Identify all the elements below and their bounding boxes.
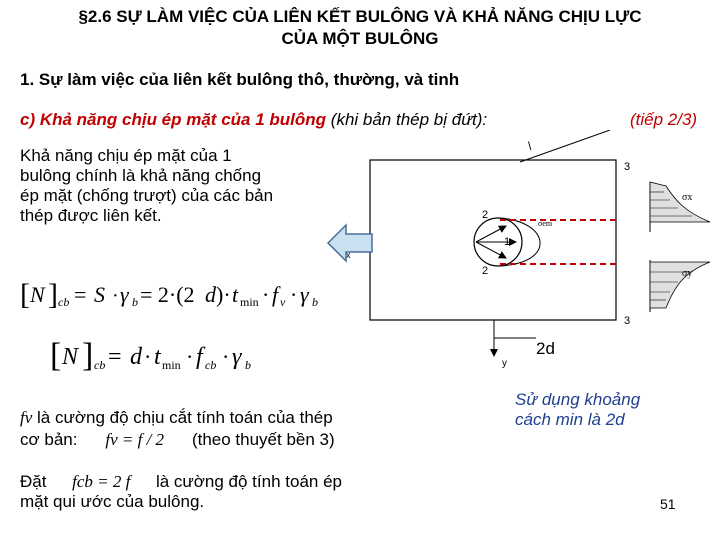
- label-sigma-y: σy: [682, 268, 693, 279]
- slide-title: [0, 6, 720, 50]
- label-y: y: [502, 358, 507, 369]
- fv-desc-line-1: là cường độ chịu cắt tính toán của thép: [37, 408, 333, 427]
- formula-1: [20, 274, 360, 314]
- fcb-desc-line-2: mặt qui ước của bulông.: [20, 492, 205, 511]
- svg-text:f: f: [196, 344, 203, 370]
- note-line-2: cách min là 2d: [515, 410, 625, 429]
- label-1: 1: [504, 236, 511, 248]
- fcb-formula: fcb = 2 f: [72, 472, 131, 491]
- intro-paragraph: [20, 146, 273, 226]
- svg-text:f: f: [272, 282, 279, 307]
- fv-desc-line-2a: cơ bản:: [20, 430, 78, 449]
- intro-line: ép mặt (chống trượt) của các bản: [20, 186, 274, 205]
- label-sigma-x: σx: [682, 192, 693, 203]
- bolt-bearing-diagram: [320, 130, 720, 380]
- title-line-1: §2.6 SỰ LÀM VIỆC CỦA LIÊN KẾT BULÔNG VÀ KHẢ NĂNG CHỊU LỰC: [78, 7, 642, 26]
- label-2-top: 2: [482, 209, 489, 221]
- svg-text:[: [: [20, 278, 30, 311]
- svg-text:cb: cb: [205, 358, 217, 372]
- fv-description: [20, 408, 335, 450]
- svg-text:cb: cb: [58, 295, 70, 309]
- svg-text:N: N: [62, 344, 79, 370]
- continuation-label: (tiếp 2/3): [630, 110, 698, 129]
- svg-text:·: ·: [290, 282, 298, 307]
- label-3-bottom: 3: [624, 315, 631, 327]
- spacing-note: [515, 390, 640, 430]
- svg-text:γ: γ: [232, 344, 242, 370]
- fcb-description: [20, 472, 342, 512]
- svg-text:b: b: [312, 295, 318, 309]
- svg-text:·: ·: [262, 282, 270, 307]
- label-2d: 2d: [536, 339, 555, 358]
- label-3-top: 3: [624, 161, 631, 173]
- svg-text:[: [: [50, 337, 62, 374]
- svg-text:min: min: [162, 358, 181, 372]
- svg-text:γ: γ: [300, 282, 309, 307]
- svg-text:·: ·: [144, 344, 152, 369]
- leader-mark: \: [528, 139, 532, 153]
- svg-text:)·: )·: [216, 282, 231, 307]
- load-arrow-icon: [326, 222, 374, 264]
- fv-symbol: fv: [20, 408, 33, 427]
- label-sigma-em: σem: [538, 219, 553, 228]
- intro-line: thép được liên kết.: [20, 206, 162, 225]
- svg-text:t: t: [232, 282, 239, 307]
- svg-text:b: b: [245, 358, 251, 372]
- svg-text:min: min: [240, 295, 259, 309]
- svg-text:·: ·: [112, 285, 119, 307]
- svg-text:=: =: [108, 344, 122, 370]
- fv-desc-line-2b: (theo thuyết bền 3): [191, 430, 335, 449]
- svg-text:]: ]: [48, 278, 58, 311]
- label-x: x: [346, 250, 351, 260]
- svg-text:·: ·: [222, 344, 230, 369]
- fv-formula: fv = f / 2: [105, 430, 165, 449]
- svg-text:cb: cb: [94, 358, 106, 372]
- svg-text:N: N: [30, 282, 45, 307]
- subtitle: 1. Sự làm việc của liên kết bulông thô, thường, và tinh: [20, 70, 460, 89]
- fcb-desc-line-1: là cường độ tính toán ép: [155, 472, 342, 491]
- sigma-y-diagram: [650, 262, 710, 308]
- svg-text:d: d: [130, 344, 142, 370]
- note-line-1: Sử dụng khoảng: [515, 390, 641, 409]
- svg-text:t: t: [154, 344, 161, 370]
- label-2-bottom: 2: [482, 265, 489, 277]
- intro-line: bulông chính là khả năng chống: [20, 166, 262, 185]
- svg-text:γ: γ: [120, 282, 129, 307]
- svg-text:= 2·(2: = 2·(2: [140, 282, 195, 307]
- svg-text:d: d: [205, 282, 216, 307]
- title-line-2: CỦA MỘT BULÔNG: [281, 29, 439, 48]
- section-note: (khi bản thép bị đứt):: [330, 110, 488, 129]
- formula-2: [50, 334, 330, 378]
- svg-text:]: ]: [82, 337, 94, 374]
- svg-text:=: =: [74, 282, 87, 307]
- svg-text:v: v: [280, 295, 286, 309]
- section-heading: [20, 110, 487, 130]
- svg-text:·: ·: [186, 344, 194, 369]
- dat-label: Đặt: [20, 472, 47, 491]
- page-number: 51: [660, 496, 676, 512]
- svg-text:S: S: [94, 282, 105, 307]
- leader-line: [520, 130, 610, 162]
- intro-line: Khả năng chịu ép mặt của 1: [20, 146, 232, 165]
- svg-text:b: b: [132, 295, 138, 309]
- section-label: c) Khả năng chịu ép mặt của 1 bulông: [20, 110, 327, 129]
